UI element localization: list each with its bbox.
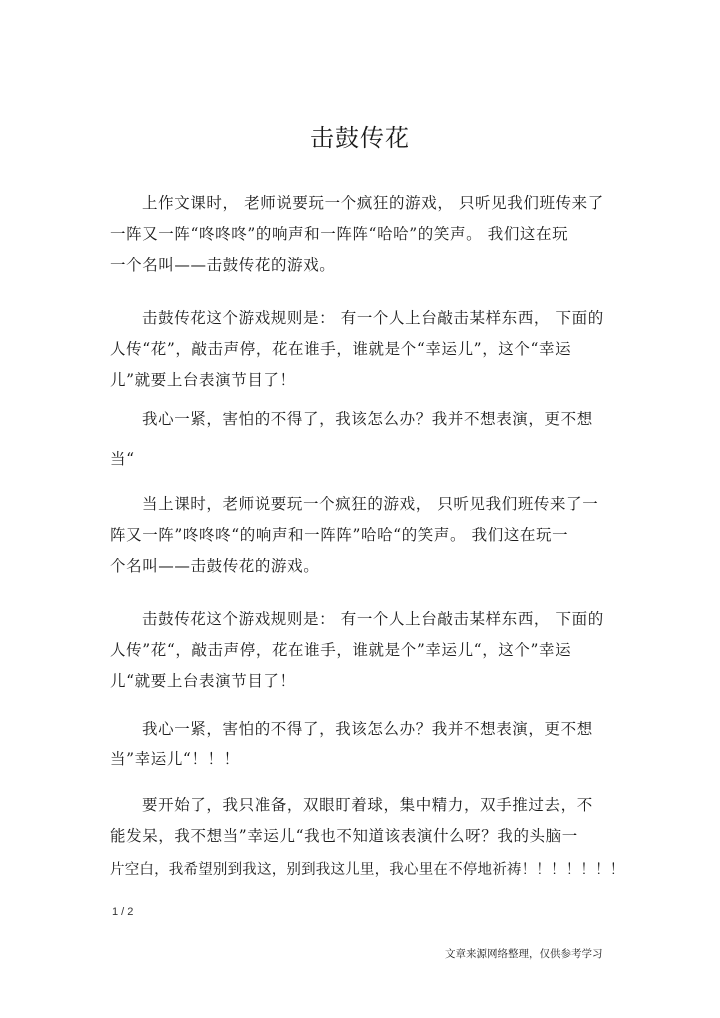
paragraph-1 xyxy=(110,188,615,281)
paragraph-line: 要开始了，我只准备，双眼盯着球，集中精力，双手推过去，不 xyxy=(142,796,593,814)
paragraph-7 xyxy=(110,790,625,888)
paragraph-line: 能发呆，我不想当”幸运儿“我也不知道该表演什么呀？我的头脑一 xyxy=(110,827,578,845)
paragraph-4 xyxy=(110,489,615,582)
paragraph-2 xyxy=(110,303,615,396)
page-number: 1 / 2 xyxy=(112,906,134,918)
paragraph-line: 人传“花”，敲击声停，花在谁手，谁就是个“幸运儿”，这个“幸运 xyxy=(110,340,572,358)
paragraph-line: 我心一紧，害怕的不得了，我该怎么办？我并不想表演，更不想 xyxy=(142,720,593,738)
paragraph-3 xyxy=(110,404,615,475)
paragraph-line: 我心一紧，害怕的不得了，我该怎么办？我并不想表演，更不想 xyxy=(142,410,593,428)
paragraph-line: 上作文课时， 老师说要玩一个疯狂的游戏， 只听见我们班传来了 xyxy=(142,194,604,212)
paragraph-line: 当“ xyxy=(110,450,135,468)
paragraph-line: 阵又一阵”咚咚咚“的响声和一阵阵”哈哈“的笑声。 我们这在玩一 xyxy=(110,526,569,544)
paragraph-line: 击鼓传花这个游戏规则是： 有一个人上台敲击某样东西， 下面的 xyxy=(142,309,604,327)
paragraph-line: 当上课时，老师说要玩一个疯狂的游戏， 只听见我们班传来了一 xyxy=(142,495,599,513)
paragraph-6 xyxy=(110,714,615,775)
page-title: 击鼓传花 xyxy=(310,124,410,152)
paragraph-line: 个名叫——击鼓传花的游戏。 xyxy=(110,557,320,575)
paragraph-line: 片空白，我希望别到我这，别到我这儿里，我心里在不停地祈祷！！！！！！！ xyxy=(110,862,625,878)
source-note: 文章来源网络整理，仅供参考学习 xyxy=(445,948,603,960)
paragraph-line: 儿”就要上台表演节目了！ xyxy=(110,371,296,389)
paragraph-line: 击鼓传花这个游戏规则是： 有一个人上台敲击某样东西， 下面的 xyxy=(142,610,604,628)
paragraph-line: 一阵又一阵“咚咚咚”的响声和一阵阵“哈哈”的笑声。 我们这在玩 xyxy=(110,225,569,243)
paragraph-5 xyxy=(110,604,615,697)
paragraph-line: 一个名叫——击鼓传花的游戏。 xyxy=(110,256,336,274)
paragraph-line: 儿“就要上台表演节目了！ xyxy=(110,672,296,690)
paragraph-line: 当”幸运儿“！！！ xyxy=(110,750,240,768)
paragraph-line: 人传”花“，敲击声停，花在谁手，谁就是个”幸运儿“，这个”幸运 xyxy=(110,641,572,659)
